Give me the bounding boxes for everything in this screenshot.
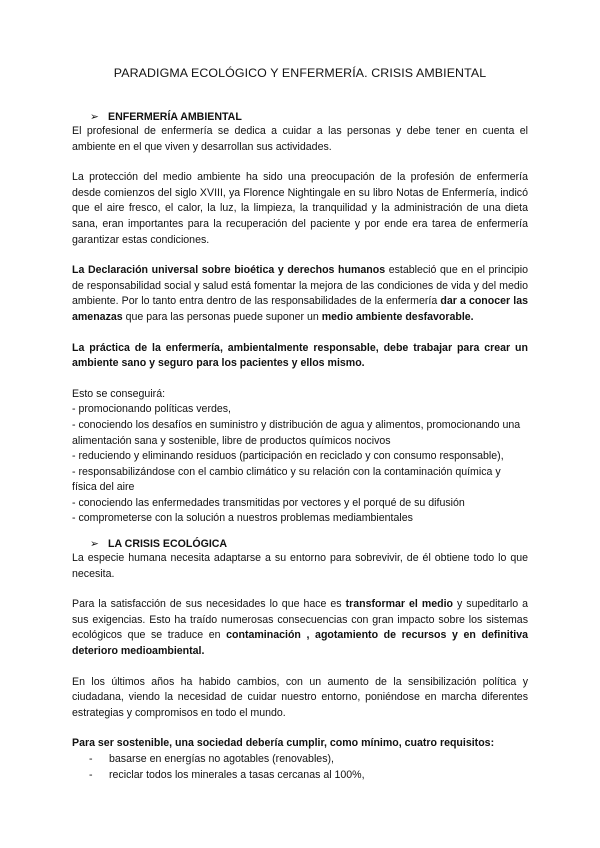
text: y supeditarlo a sus exigencias. Esto ha traído numerosas consecuencias con gran impacto sobre los sistemas ecológicos que se traduce en: [72, 598, 528, 642]
text: que para las personas puede suponer un: [122, 310, 322, 323]
paragraph-bold: Para ser sostenible, una sociedad debería cumplir, como mínimo, cuatro requisitos:: [72, 737, 495, 750]
list-item: - promocionando políticas verdes,: [72, 403, 231, 416]
text: Para la satisfacción de sus necesidades lo que hace es: [72, 598, 346, 611]
arrow-bullet-icon: ➢: [90, 538, 99, 551]
paragraph: Esto se conseguirá:: [72, 387, 166, 400]
document-page: [72, 66, 528, 783]
paragraph: La especie humana necesita adaptarse a su entorno para sobrevivir, de él obtiene todo lo que necesita.: [72, 552, 528, 580]
list-item: - responsabilizándose con el cambio climático y su relación con la contaminación química y física del aire: [72, 465, 501, 494]
bold-text: medio ambiente desfavorable.: [321, 310, 474, 323]
requirements-list: [72, 752, 528, 783]
bold-text: dar a conocer las amenazas: [72, 295, 528, 323]
dash-bullet: -: [89, 753, 93, 765]
list-item: - comprometerse con la solución a nuestros problemas mediambientales: [72, 512, 413, 525]
paragraph-transformar: [72, 597, 528, 659]
measures-list: [72, 402, 528, 527]
paragraph: El profesional de enfermería se dedica a cuidar a las personas y debe tener en cuenta el ambiente en el que viven y desarrollan sus actividades.: [72, 125, 528, 153]
section-heading-label: LA CRISIS ECOLÓGICA: [108, 538, 228, 551]
list-item: - reciclar todos los minerales a tasas cercanas al 100%,: [72, 768, 528, 784]
list-item: - basarse en energías no agotables (renovables),: [72, 752, 528, 768]
paragraph: En los últimos años ha habido cambios, con un aumento de la sensibilización política y ciudadana, viendo la necesidad de cuidar nuestro entorno, poniéndose en marcha diferentes estrategias y compromisos en todo el mundo.: [72, 675, 528, 719]
list-item: - reduciendo y eliminando residuos (participación en reciclado y con consumo responsable),: [72, 450, 504, 463]
list-item: - conociendo los desafíos en suministro y distribución de agua y alimentos, promocionando una alimentación sana y sostenible, libre de productos químicos nocivos: [72, 418, 521, 447]
arrow-bullet-icon: ➢: [90, 111, 99, 123]
section-heading-enfermeria-ambiental: [90, 110, 528, 124]
page-title: PARADIGMA ECOLÓGICO Y ENFERMERÍA. CRISIS AMBIENTAL: [113, 66, 487, 80]
paragraph-declaracion: [72, 263, 528, 325]
paragraph-bold: La práctica de la enfermería, ambientalmente responsable, debe trabajar para crear un ambiente sano y seguro para los pacientes y ellos mismo.: [72, 341, 528, 370]
section-heading-crisis-ecologica: [90, 537, 528, 551]
section-heading-label: ENFERMERÍA AMBIENTAL: [108, 111, 242, 123]
paragraph: La protección del medio ambiente ha sido una preocupación de la profesión de enfermería desde comienzos del siglo XVIII, ya Florence Nightingale en su libro Notas de Enfermería, indicó que el aire fresco, el calor, la luz, la limpieza, la tranquilidad y la administración de una dieta sana, eran importantes para la recuperación del paciente y por ende era tarea de enfermería garantizar estas condiciones.: [72, 171, 528, 246]
bold-text: La Declaración universal sobre bioética y derechos humanos: [72, 264, 386, 277]
bold-text: transformar el medio: [345, 598, 454, 611]
text: estableció que en el principio de responsabilidad social y salud está fomentar la mejora de las condiciones de vida y del medio ambiente. Por lo tanto entra dentro de las responsabilidades de la enfermería: [72, 264, 528, 308]
bold-text: contaminación , agotamiento de recursos y en definitiva deterioro medioambiental.: [72, 629, 528, 658]
dash-bullet: -: [89, 768, 93, 781]
list-item: - conociendo las enfermedades transmitidas por vectores y el porqué de su difusión: [72, 496, 465, 509]
